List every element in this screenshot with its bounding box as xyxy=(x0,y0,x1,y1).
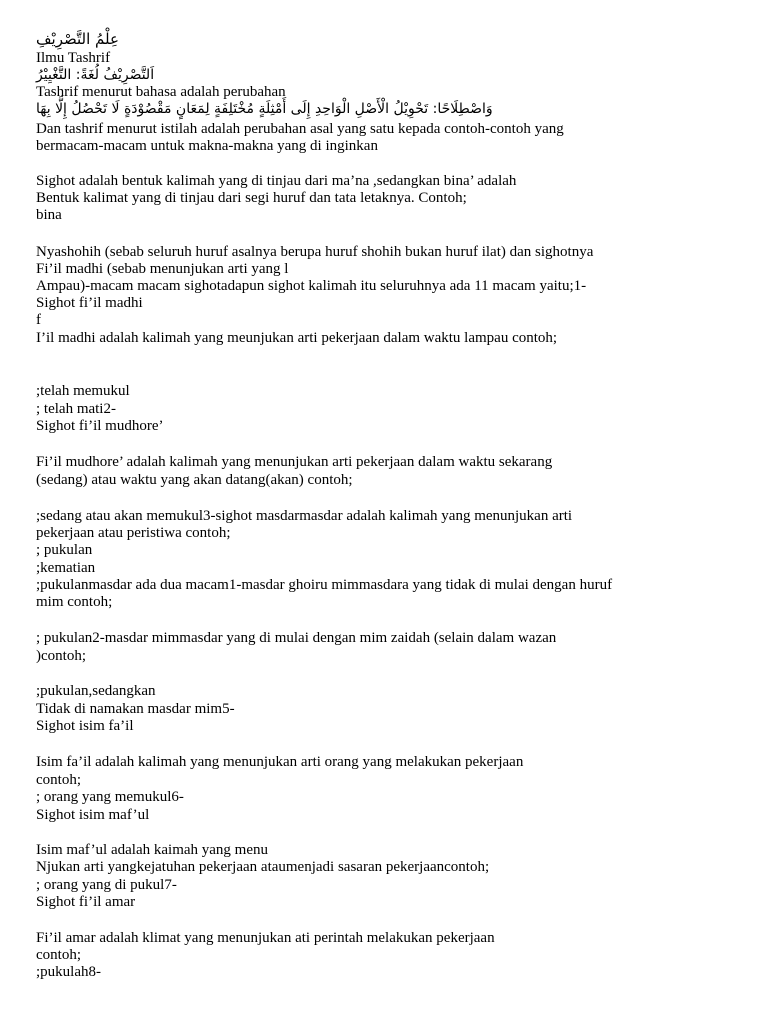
text-line: Tidak di namakan masdar mim5- xyxy=(36,701,235,717)
text-line: f xyxy=(36,312,41,328)
text-line: bermacam-macam untuk makna-makna yang di inginkan xyxy=(36,138,378,154)
text-line: ; telah mati2- xyxy=(36,401,116,417)
text-line: ;pukulanmasdar ada dua macam1-masdar ghoiru mimmasdara yang tidak di mulai dengan huruf xyxy=(36,577,613,593)
text-line: mim contoh; xyxy=(36,594,113,610)
text-line: Sighot isim maf’ul xyxy=(36,807,150,823)
text-line: Fi’il mudhore’ adalah kalimah yang menunjukan arti pekerjaan dalam waktu sekarang xyxy=(36,454,553,470)
text-line: Fi’il amar adalah klimat yang menunjukan ati perintah melakukan pekerjaan xyxy=(36,930,495,946)
text-line: ;pukulan,sedangkan xyxy=(36,683,156,699)
text-line: Isim maf’ul adalah kaimah yang menu xyxy=(36,842,269,858)
definition-istilah-arabic: وَاصْطِلَاحًا: تَحْوِيْلُ الْأَصْلِ الْوَاحِدِ إِلَى أَمْثِلَةٍ مُخْتَلِفَةٍ لِمَعَانٍ مَقْصُوْدَةٍ لَا تَحْصُلُ إِلَّا بِهَا xyxy=(36,101,493,117)
text-line: ;sedang atau akan memukul3-sighot masdarmasdar adalah kalimah yang menunjukan arti xyxy=(36,508,573,524)
text-line: Fi’il madhi (sebab menunjukan arti yang l xyxy=(36,261,289,277)
text-line: Nyashohih (sebab seluruh huruf asalnya berupa huruf shohih bukan huruf ilat) dan sighotnya xyxy=(36,244,594,260)
text-line: (sedang) atau waktu yang akan datang(akan) contoh; xyxy=(36,472,353,488)
text-line: pekerjaan atau peristiwa contoh; xyxy=(36,525,231,541)
text-line: ; orang yang di pukul7- xyxy=(36,877,177,893)
text-line: ; orang yang memukul6- xyxy=(36,789,184,805)
text-line: Njukan arti yangkejatuhan pekerjaan ataumenjadi sasaran pekerjaancontoh; xyxy=(36,859,490,875)
text-line: ;pukulah8- xyxy=(36,964,101,980)
text-line: Tashrif menurut bahasa adalah perubahan xyxy=(36,84,286,100)
text-line: Sighot adalah bentuk kalimah yang di tinjau dari ma’na ,sedangkan bina’ adalah xyxy=(36,173,517,189)
text-line: ; pukulan2-masdar mimmasdar yang di mulai dengan mim zaidah (selain dalam wazan xyxy=(36,630,557,646)
text-line: Sighot isim fa’il xyxy=(36,718,134,734)
text-line: )contoh; xyxy=(36,648,86,664)
text-line: ;kematian xyxy=(36,560,96,576)
text-line: Sighot fi’il mudhore’ xyxy=(36,418,164,434)
heading-latin: Ilmu Tashrif xyxy=(36,50,111,66)
text-line: Sighot fi’il amar xyxy=(36,894,136,910)
heading-arabic: عِلْمُ التَّصْرِيْفِ xyxy=(36,30,119,48)
text-line: Dan tashrif menurut istilah adalah perubahan asal yang satu kepada contoh-contoh yang xyxy=(36,121,564,137)
text-line: ; pukulan xyxy=(36,542,93,558)
text-line: Isim fa’il adalah kalimah yang menunjukan arti orang yang melakukan pekerjaan xyxy=(36,754,524,770)
text-line: contoh; xyxy=(36,772,81,788)
text-line: contoh; xyxy=(36,947,81,963)
text-line: I’il madhi adalah kalimah yang meunjukan arti pekerjaan dalam waktu lampau contoh; xyxy=(36,330,558,346)
text-line: bina xyxy=(36,207,62,223)
definition-lughah-arabic: اَلتَّصْرِيْفُ لُغَةً: التَّغْيِيْرُ xyxy=(36,67,155,83)
text-line: Ampau)-macam macam sighotadapun sighot kalimah itu seluruhnya ada 11 macam yaitu;1- xyxy=(36,278,587,294)
text-line: Sighot fi’il madhi xyxy=(36,295,143,311)
text-line: Bentuk kalimat yang di tinjau dari segi huruf dan tata letaknya. Contoh; xyxy=(36,190,467,206)
text-line: ;telah memukul xyxy=(36,383,130,399)
